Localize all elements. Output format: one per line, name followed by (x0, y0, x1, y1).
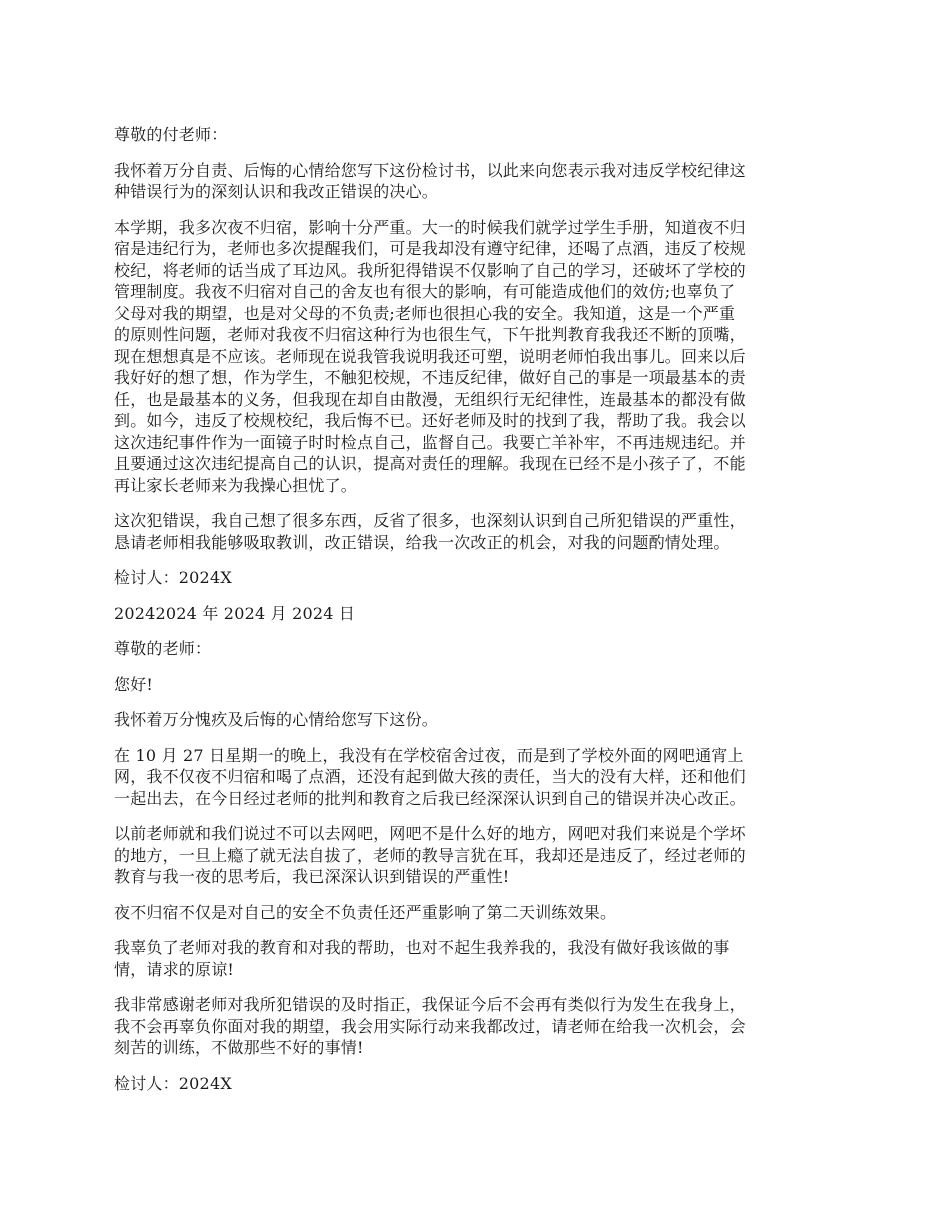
letter1-paragraph: 我怀着万分自责、后悔的心情给您写下这份检讨书，以此来向您表示我对违反学校纪律这 种错误行为的深刻认识和我改正错误的决心。 (114, 160, 746, 201)
letter2-paragraph: 我非常感谢老师对我所犯错误的及时指正，我保证今后不会再有类似行为发生在我身上， 我不会再辜负你面对我的期望，我会用实际行动来我都改过，请老师在给我一次机会，会 刻苦的训练，不做那些不好的事情! (114, 995, 746, 1057)
letter1-salutation: 尊敬的付老师： (114, 125, 228, 144)
letter2-paragraph: 夜不归宿不仅是对自己的安全不负责任还严重影响了第二天训练效果。 (114, 902, 617, 922)
letter1-signature: 检讨人：2024X (114, 568, 232, 587)
letter2-salutation: 尊敬的老师： (114, 639, 212, 658)
document-page (114, 124, 840, 1108)
letter2-greeting: 您好! (114, 674, 154, 694)
letter2-paragraph: 我辜负了老师对我的教育和对我的帮助，也对不起生我养我的，我没有做好我该做的事 情，请求的原谅! (114, 938, 730, 979)
letter2-paragraph: 我怀着万分愧疚及后悔的心情给您写下这份。 (114, 710, 439, 729)
letter1-date: 20242024 年 2024 月 2024 日 (114, 603, 356, 623)
letter2-signature: 检讨人：2024X (114, 1073, 232, 1093)
letter1-paragraph: 本学期，我多次夜不归宿，影响十分严重。大一的时候我们就学过学生手册，知道夜不归 宿是违纪行为，老师也多次提醒我们，可是我却没有遵守纪律，还喝了点酒，违反了校规 校纪，将老师的话当成了耳边风。我所犯得错误不仅影响了自己的学习，还破坏了学校的 管理制度。我夜不归宿对自己的舍友也有很大的影响，有可能造成他们的效仿;也辜负了 父母对我的期望，也是对父母的不负责;老师也很担心我的安全。我知道，这是一个严重 的原则性问题，老师对我夜不归宿这种行为也很生气，下午批判教育我我还不断的顶嘴， 现在想想真是不应该。老师现在说我管我说明我还可塑，说明老师怕我出事儿。回来以后 我好好的想了想，作为学生，不触犯校规，不违反纪律，做好自己的事是一项最基本的责 任，也是最基本的义务，但我现在却自由散漫，无组织行无纪律性，连最基本的都没有做 到。如今，违反了校规校纪，我后悔不已。还好老师及时的找到了我，帮助了我。我会以 这次违纪事件作为一面镜子时时检点自己，监督自己。我要亡羊补牢，不再违规违纪。并 且要通过这次违纪提高自己的认识，提高对责任的理解。我现在已经不是小孩子了，不能 再让家长老师来为我操心担忧了。 (114, 217, 746, 495)
letter1-paragraph: 这次犯错误，我自己想了很多东西，反省了很多，也深刻认识到自己所犯错误的严重性， 恳请老师相我能够吸取教训，改正错误，给我一次改正的机会，对我的问题酌情处理。 (114, 511, 746, 552)
letter2-paragraph: 以前老师就和我们说过不可以去网吧，网吧不是什么好的地方，网吧对我们来说是个学坏 的地方，一旦上瘾了就无法自拔了，老师的教导言犹在耳，我却还是违反了，经过老师的 教育与我一夜的思考后，我已深深认识到错误的严重性! (114, 824, 746, 886)
letter2-paragraph: 在 10 月 27 日星期一的晚上，我没有在学校宿舍过夜，而是到了学校外面的网吧通宵上 网，我不仅夜不归宿和喝了点酒，还没有起到做大孩的责任，当大的没有大样，还和他们 一起出去，在今日经过老师的批判和教育之后我已经深深认识到自己的错误并决心改正。 (114, 745, 746, 808)
